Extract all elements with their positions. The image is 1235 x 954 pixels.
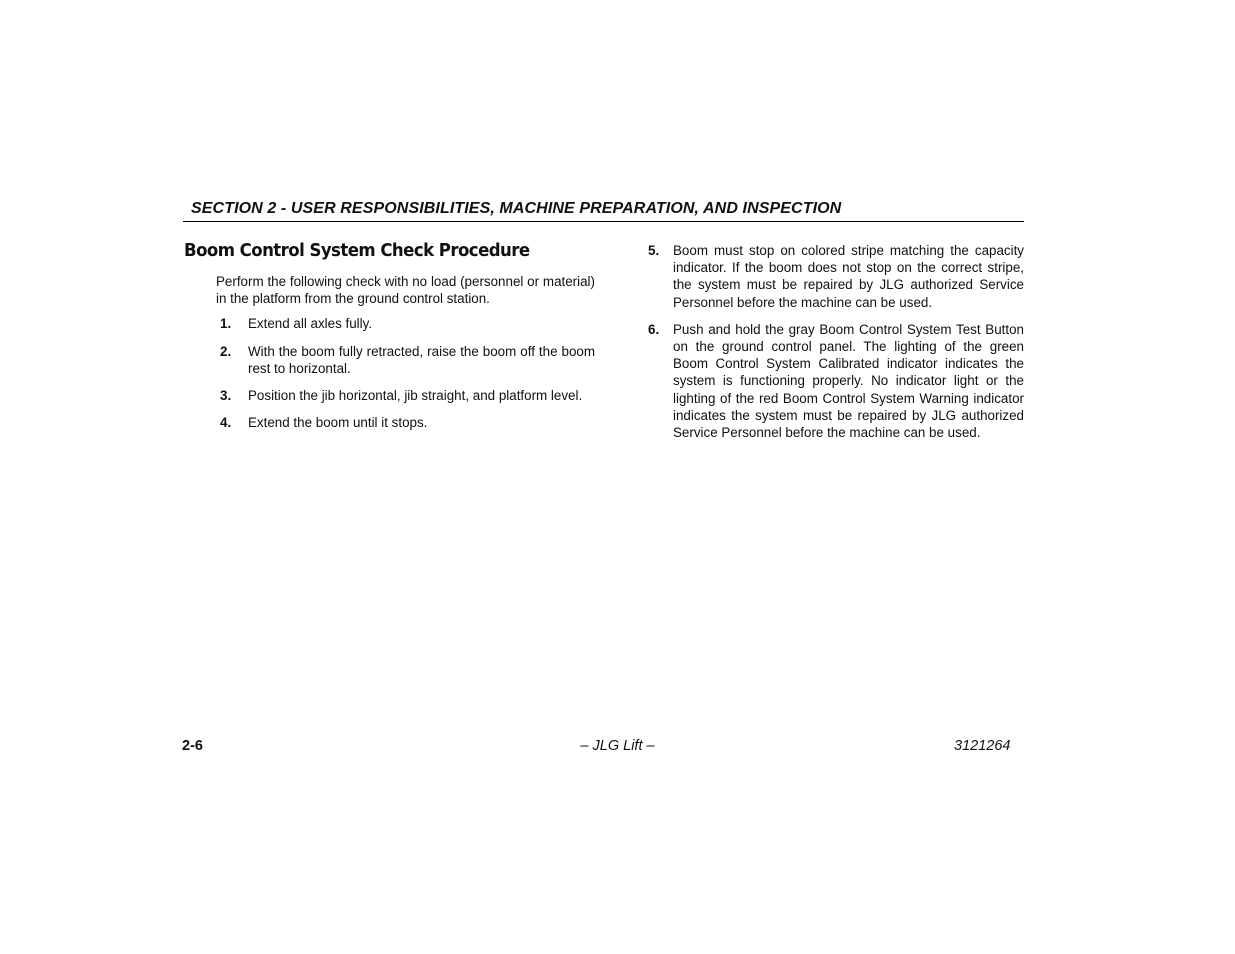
- intro-paragraph: Perform the following check with no load (personnel or material) in the platform from the ground control station.: [216, 274, 595, 307]
- step-number: 3.: [220, 388, 232, 404]
- step-text: Extend the boom until it stops.: [248, 415, 428, 431]
- step-text: Boom must stop on colored stripe matching the capacity indicator. If the boom does not stop on the correct stripe, the system must be repaired by JLG authorized Service Personnel before the machine can be used.: [673, 243, 1024, 310]
- left-column: [216, 273, 595, 441]
- step-text: Push and hold the gray Boom Control System Test Button on the ground control panel. The lighting of the green Boom Control System Calibrated indicator indicates the system is functioning properly. No indicator light or the lighting of the red Boom Control System Warning indicator indicates the system must be repaired by JLG authorized Service Personnel before the machine can be used.: [673, 321, 1024, 441]
- step-number: 4.: [220, 415, 232, 431]
- footer-doc-number: 3121264: [954, 738, 1011, 754]
- step-text: Position the jib horizontal, jib straight, and platform level.: [248, 388, 583, 404]
- step-6: [648, 321, 1024, 441]
- step-text: With the boom fully retracted, raise the boom off the boom rest to horizontal.: [248, 343, 595, 376]
- step-2: [216, 343, 595, 377]
- step-number: 1.: [220, 316, 232, 332]
- step-1: [216, 315, 595, 332]
- right-column: [648, 242, 1024, 451]
- step-4: [216, 414, 595, 431]
- step-number: 5.: [648, 243, 660, 258]
- step-text: Extend all axles fully.: [248, 316, 373, 332]
- section-header: SECTION 2 - USER RESPONSIBILITIES, MACHINE PREPARATION, AND INSPECTION: [183, 200, 1024, 222]
- step-3: [216, 387, 595, 404]
- footer-page-number: 2-6: [182, 738, 203, 754]
- step-number: 2.: [220, 343, 232, 359]
- page-heading: Boom Control System Check Procedure: [184, 240, 530, 261]
- footer-publisher: – JLG Lift –: [580, 738, 655, 754]
- step-5: [648, 242, 1024, 311]
- step-number: 6.: [648, 321, 660, 337]
